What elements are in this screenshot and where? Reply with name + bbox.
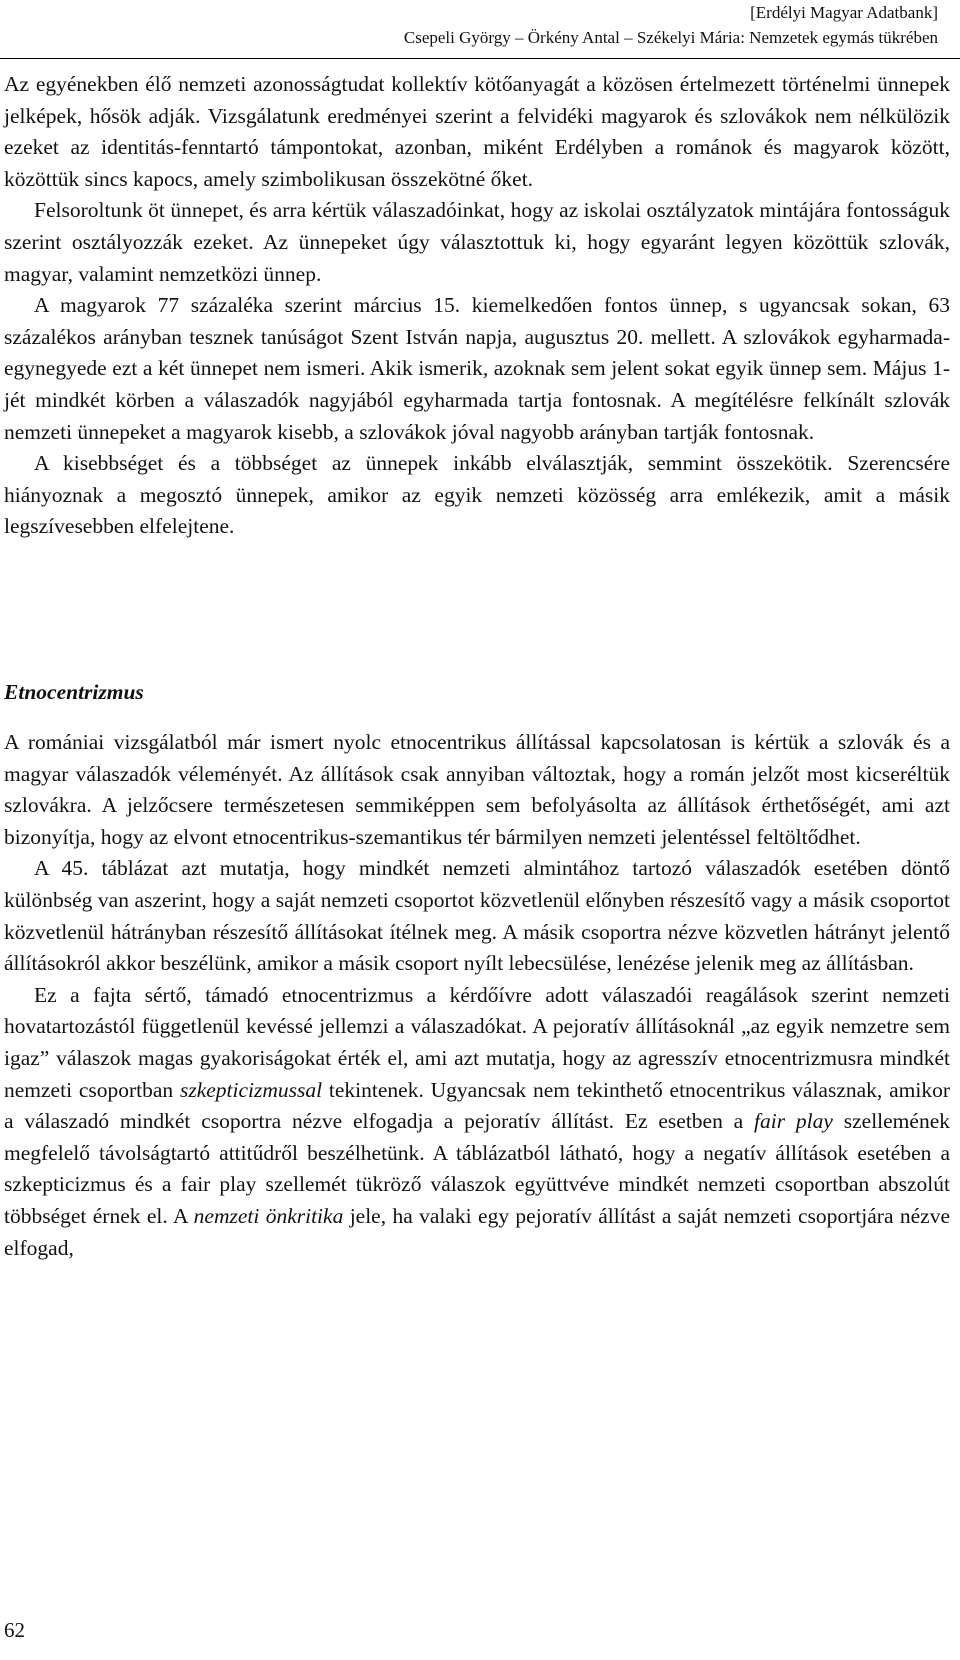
page-header xyxy=(404,0,938,50)
text-run: szellemének megfelelő távolságtartó attitűdről beszélhetünk. A táblázatból látható, hogy a negatív állítások esetében a szkepticizmus és a fair play szellemét tükröző válaszok együttvéve mindkét nemzeti csoportban abszolút többséget érnek el. A xyxy=(4,1109,950,1228)
paragraph: Felsoroltunk öt ünnepet, és arra kértük válaszadóinkat, hogy az iskolai osztályzatok mintájára fontosságuk szerint osztályozzák ezeket. Az ünnepeket úgy választottuk ki, hogy egyaránt legyen közöttük szlovák, magyar, valamint nemzetközi ünnep. xyxy=(4,198,950,286)
section-title: Etnocentrizmus xyxy=(4,680,144,704)
text-run: Ez a fajta sértő, támadó etnocentrizmus a kérdőívre adott válaszadói reagálások szerint nemzeti hovatartozástól függetlenül kevéssé jellemzi a válaszadókat. A pejoratív állításoknál „az egyik nemzetre sem igaz” válaszok magas gyakoriságokat érték el, ami azt mutatja, hogy az agresszív etnocentrizmusra mindkét nemzeti csoportban xyxy=(4,982,950,1102)
etnocentrizmus-text-block xyxy=(4,727,950,1264)
paragraph: A magyarok 77 százaléka szerint március 15. kiemelkedően fontos ünnep, s ugyancsak sokan, 63 százalékos arányban tesznek tanúságot Szent István napja, augusztus 20. mellett. A szlovákok egyharmada-egynegyede ezt a két ünnepet nem ismeri. Akik ismerik, azoknak sem jelent sokat egyik ünnep sem. Május 1-jét mindkét körben a válaszadók nagyjából egyharmada tartja fontosnak. A megítélésre felkínált szlovák nemzeti ünnepeket a magyarok kisebb, a szlovákok jóval nagyobb arányban tartják fontosnak. xyxy=(4,293,950,444)
paragraph: A 45. táblázat azt mutatja, hogy mindkét nemzeti almintához tartozó válaszadók esetében döntő különbség van aszerint, hogy a saját nemzeti csoportot közvetlenül előnyben részesítő vagy a másik csoportot közvetlenül hátrányban részesítő állításokat ítélnek meg. A másik csoportra nézve közvetlen hátrányt jelentő állításokról akkor beszélünk, amikor a másik csoport nyílt lebecsülése, lenézése jelenik meg az állításban. xyxy=(4,856,950,976)
text-run: jele, ha valaki egy pejoratív állítást a saját nemzeti csoportjára nézve elfogad, xyxy=(4,1203,950,1260)
paragraph: Az egyénekben élő nemzeti azonosságtudat kollektív kötőanyagát a közösen értelmezett történelmi ünnepek jelképek, hősök adják. Vizsgálatunk eredményei szerint a felvidéki magyarok és szlovákok nem nélkülözik ezeket az identitás-fenntartó támpontokat, azonban, miként Erdélyben a románok és magyarok között, közöttük sincs kapocs, amely szimbolikusan összekötné őket. xyxy=(4,72,950,191)
header-source: [Erdélyi Magyar Adatbank] xyxy=(750,3,938,22)
paragraph: A romániai vizsgálatból már ismert nyolc etnocentrikus állítással kapcsolatosan is kértük a szlovák és a magyar válaszadók véleményét. Az állítások csak annyiban változtak, hogy a román jelzőt most kicseréltük szlovákra. A jelzőcsere természetesen semmiképpen sem befolyásolta az állítások érthetőségét, ami azt bizonyítja, hogy az elvont etnocentrikus-szemantikus tér bármilyen nemzeti jelentéssel feltöltődhet. xyxy=(4,730,950,849)
emphasis-term: szkepticizmussal xyxy=(179,1077,323,1102)
paragraph xyxy=(4,980,950,1264)
emphasis-term: nemzeti önkritika xyxy=(193,1203,344,1228)
page-number: 62 xyxy=(4,1618,25,1642)
header-divider xyxy=(0,58,960,59)
paragraph: A kisebbséget és a többséget az ünnepek inkább elválasztják, semmint összekötik. Szerencsére hiányoznak a megosztó ünnepek, amikor az egyik nemzeti közösség arra emlékezik, amit a másik legszívesebben elfelejtene. xyxy=(4,451,950,539)
emphasis-term: fair play xyxy=(754,1109,833,1134)
intro-text-block xyxy=(4,69,950,543)
text-run: tekintenek. Ugyancsak nem tekinthető etnocentrikus válasznak, amikor a válaszadó mindkét csoportra nézve elfogadja a pejoratív állítást. Ez esetben a xyxy=(4,1077,950,1134)
header-title: Csepeli György – Örkény Antal – Székelyi Mária: Nemzetek egymás tükrében xyxy=(403,28,938,47)
